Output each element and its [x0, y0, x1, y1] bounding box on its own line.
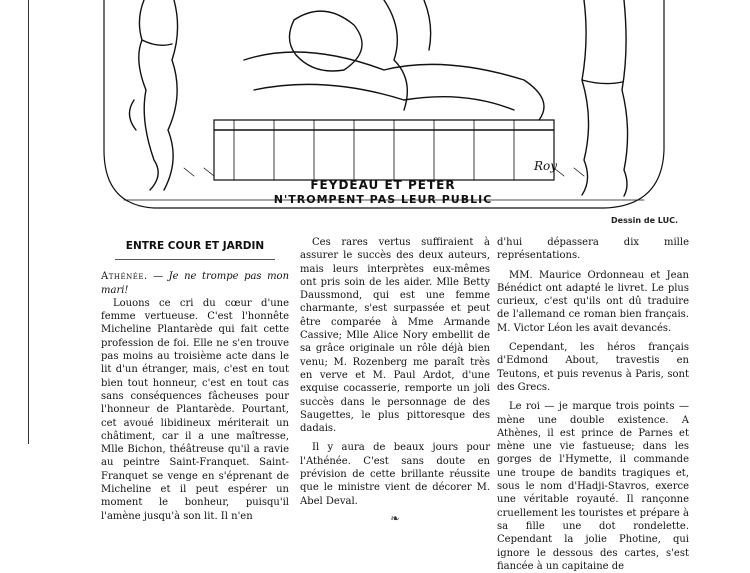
cartoon-illustration [84, 0, 682, 212]
cartoon-caption-subtitle: N'TROMPENT PAS LEUR PUBLIC [273, 193, 493, 206]
page-binding-edge [28, 0, 29, 444]
artist-signature: Roy [534, 159, 558, 173]
article-paragraph: Il y aura de beaux jours pour l'Athénée. C'est sans doute en prévision de cette brillante réussite que le ministre vient de décorer M. Abel Deval. [300, 442, 490, 507]
article-paragraph: d'hui dépassera dix mille représentations. [497, 237, 689, 262]
article-paragraph: Le roi — je marque trois points — mène une double existence. A Athènes, il est prince de Parnes et mène une vie fastueuse; dans les gorges de l'Hymette, il commande une troupe de bandits tragiques et, sous le nom d'Hadji-Stavros, exerce une véritable royauté. Il rançonne cruellement les touristes et prépare à sa fille une dot rondelette. Cependant la jolie Photine, qui ignore le dessous des cartes, s'est fiancée à un capitaine de [497, 401, 689, 572]
article-paragraph: MM. Maurice Ordonneau et Jean Bénédict ont adapté le livret. Le plus curieux, c'est qu'ils ont dû traduire de l'allemand ce roman bien français. M. Victor Léon les avait devancés. [497, 269, 689, 334]
section-title: ENTRE COUR ET JARDIN [115, 240, 275, 260]
illustration-credit: Dessin de LUC. [611, 216, 678, 225]
column-left [101, 236, 289, 523]
play-title: Je ne trompe pas mon mari! [101, 271, 290, 296]
column-right [497, 236, 689, 573]
ornament-fleuron-icon: ❧ [390, 511, 400, 525]
review-subtitle [101, 270, 289, 297]
column-middle [300, 236, 490, 525]
article-paragraph: Cependant, les héros français d'Edmond About, travestis en Teutons, et puis revenus à Paris, sont des Grecs. [497, 342, 689, 393]
article-paragraph: Louons ce cri du cœur d'une femme vertueuse. C'est l'honnête Micheline Plantarède qui fait cette profession de foi. Elle ne s'en trouve pas moins au troisième acte dans le lit d'un étranger, mais, c'est en tout bien tout honneur, c'est en tout cas sans conséquences fâcheuses pour l'honneur de Plantarède. Pourtant, cet avoué libidineux mériterait un châtiment, car il a une maîtresse, Mlle Bichon, théâtreuse qu'il a ravie au peintre Saint-Franquet. Saint-Franquet se venge en s'éprenant de Micheline et il peut espérer un moment le bonheur, puisqu'il l'amène jusqu'à son lit. Il n'en [101, 297, 289, 522]
subtitle-separator: — [147, 271, 169, 283]
cartoon-caption-title: FEYDEAU ET PETER [310, 178, 456, 192]
article-paragraph: Ces rares vertus suffiraient à assurer le succès des deux auteurs, mais leurs interprètes eux-mêmes ont pris soin de les aider. Mlle Betty Daussmond, qui est une femme charmante, s'est surpassée et peut être comparée à Mme Armande Cassive; Mlle Alice Nory embellit de sa grâce originale un rôle déjà bien venu; M. Rozenberg me paraît très en verve et M. Paul Ardot, d'une exquise cocasserie, remporte un joli succès dans le personnage de des Saugettes, le plus pittoresque des dadais. [300, 237, 490, 435]
theatre-name: Athénée. [101, 271, 148, 283]
